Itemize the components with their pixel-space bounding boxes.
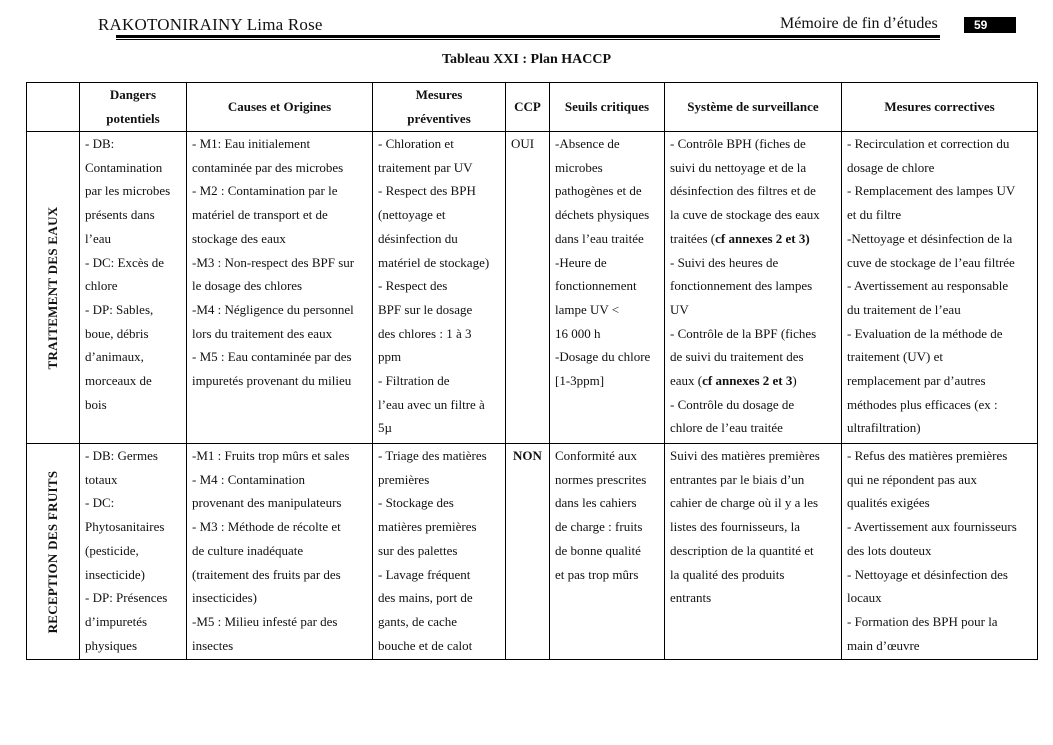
cell-ccp: OUI — [506, 132, 550, 444]
header-document-type: Mémoire de fin d’études — [780, 15, 938, 32]
cell-surveillance: Suivi des matières premières entrantes par le biais d’un cahier de charge où il y a les listes des fournisseurs, la description de la quantité et la qualité des produits entrants — [665, 444, 842, 660]
stage-label: TRAITEMENT DES EAUX — [27, 132, 80, 444]
cell-surveillance: - Contrôle BPH (fiches de suivi du nettoyage et de la désinfection des filtres et de la cuve de stockage des eaux traitées (cf annexes 2 et 3) - Suivi des heures de fonctionnement des lampes UV - Contrôle de la BPF (fiches de suivi du traitement des eaux (cf annexes 2 et 3) - Contrôle du dosage de chlore de l’eau traitée — [665, 132, 842, 444]
stage-label: RECEPTION DES FRUITS — [27, 444, 80, 660]
cell-correctives: - Recirculation et correction du dosage de chlore - Remplacement des lampes UV et du filtre -Nettoyage et désinfection de la cuve de stockage de l’eau filtrée - Avertissement au responsable du traitement de l’eau - Evaluation de la méthode de traitement (UV) et remplacement par d’autres méthodes plus efficaces (ex : ultrafiltration) — [842, 132, 1038, 444]
header-surveillance: Système de surveillance — [665, 83, 842, 132]
cell-causes: - M1: Eau initialement contaminée par des microbes - M2 : Contamination par le matériel de transport et de stockage des eaux -M3 : Non-respect des BPF sur le dosage des chlores -M4 : Négligence du personnel lors du traitement des eaux - M5 : Eau contaminée par des impuretés provenant du milieu — [187, 132, 373, 444]
cell-dangers: - DB: Contamination par les microbes présents dans l’eau - DC: Excès de chlore - DP: Sables, boue, débris d’animaux, morceaux de bois — [80, 132, 187, 444]
cell-seuils: Conformité aux normes prescrites dans les cahiers de charge : fruits de bonne qualité et pas trop mûrs — [550, 444, 665, 660]
header-rule-thin — [116, 39, 940, 40]
cell-ccp: NON — [506, 444, 550, 660]
cell-mesures: - Triage des matières premières - Stockage des matières premières sur des palettes - Lavage fréquent des mains, port de gants, de cache bouche et de calot — [373, 444, 506, 660]
header-ccp: CCP — [506, 83, 550, 132]
header-author: RAKOTONIRAINY Lima Rose — [98, 15, 323, 34]
table-title: Tableau XXI : Plan HACCP — [441, 52, 612, 67]
header-correctives: Mesures correctives — [842, 83, 1038, 132]
haccp-table — [26, 82, 1038, 660]
cell-seuils: -Absence de microbes pathogènes et de déchets physiques dans l’eau traitée -Heure de fonctionnement lampe UV < 16 000 h -Dosage du chlore [1-3ppm] — [550, 132, 665, 444]
cell-dangers: - DB: Germes totaux - DC: Phytosanitaires (pesticide, insecticide) - DP: Présences d’impuretés physiques — [80, 444, 187, 660]
cell-mesures: - Chloration et traitement par UV - Respect des BPH (nettoyage et désinfection du matériel de stockage) - Respect des BPF sur le dosage des chlores : 1 à 3 ppm - Filtration de l’eau avec un filtre à 5µ — [373, 132, 506, 444]
header-mesures: Mesures préventives — [373, 83, 506, 132]
table-row — [27, 132, 1038, 444]
cell-correctives: - Refus des matières premières qui ne répondent pas aux qualités exigées - Avertissement aux fournisseurs des lots douteux - Nettoyage et désinfection des locaux - Formation des BPH pour la main d’œuvre — [842, 444, 1038, 660]
header-rule — [116, 35, 940, 38]
header-stage-cell — [27, 83, 80, 132]
page-number: 59 — [964, 17, 1016, 33]
table-row — [27, 444, 1038, 660]
table-header-row — [27, 83, 1038, 132]
cell-causes: -M1 : Fruits trop mûrs et sales - M4 : Contamination provenant des manipulateurs - M3 : Méthode de récolte et de culture inadéquate (traitement des fruits par des insecticides) -M5 : Milieu infesté par des insectes — [187, 444, 373, 660]
header-causes: Causes et Origines — [187, 83, 373, 132]
header-dangers: Dangers potentiels — [80, 83, 187, 132]
header-seuils: Seuils critiques — [550, 83, 665, 132]
